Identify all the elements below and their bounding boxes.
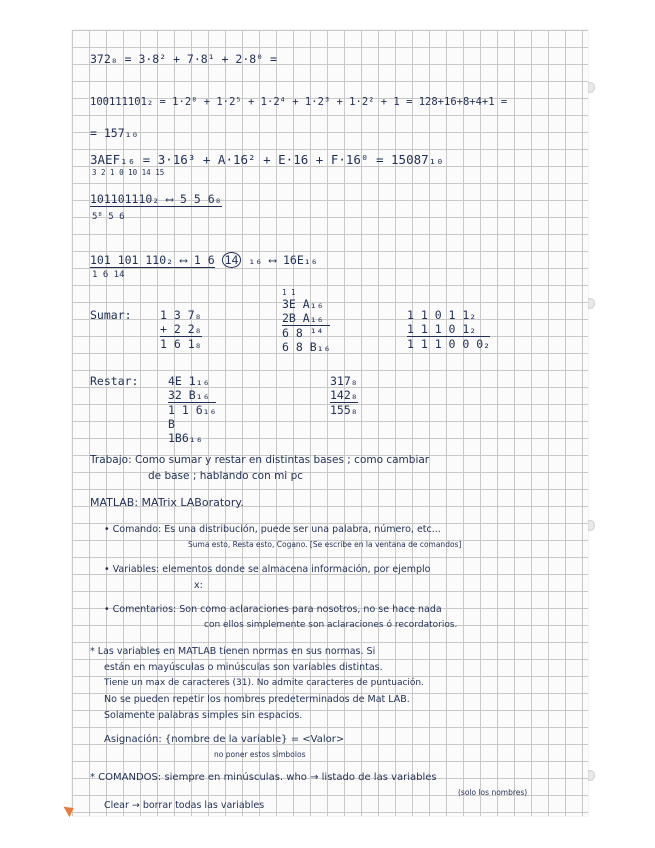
- comando-line: • Comando: Es una distribución, puede ser una palabra, número, etc...: [104, 524, 441, 535]
- sum-binary: [407, 308, 490, 351]
- comentarios-line: con ellos simplemente son aclaraciones ó recordatorios.: [204, 620, 458, 630]
- circled-value: 14: [222, 252, 242, 268]
- sumar-label: Sumar:: [90, 308, 132, 322]
- binary-to-hex: [90, 252, 318, 268]
- variables-line: x:: [194, 580, 203, 591]
- sum-hex-row: 2B A₁₆: [282, 311, 330, 326]
- octal-groups: 5⁸ 5 6: [92, 212, 125, 222]
- rules-line: No se pueden repetir los nombres predeterminados de Mat LAB.: [104, 694, 410, 705]
- trabajo-line: de base ; hablando con mi pc: [148, 470, 304, 482]
- matlab-heading: MATLAB: MATrix LABoratory.: [90, 496, 244, 509]
- hex-subscripts: 3 2 1 0 10 14 15: [92, 168, 165, 177]
- hex-expansion: 3AEF₁₆ = 3·16³ + A·16² + E·16 + F·16⁰ = 15087₁₀: [90, 152, 444, 167]
- asignacion-line: Asignación: {nombre de la variable} = <Valor>: [104, 734, 345, 745]
- clear-line: Clear → borrar todas las variables: [104, 800, 265, 811]
- asignacion-note: no poner estos símbolos: [214, 750, 306, 759]
- res-octal-row: 317₈: [330, 374, 358, 388]
- binary-to-hex-result: ₁₆ ⟷ 16E₁₆: [248, 253, 318, 267]
- trabajo-line: Trabajo: Como sumar y restar en distintas bases ; como cambiar: [90, 454, 430, 466]
- res-hex-row: 4E 1₁₆: [168, 374, 210, 388]
- binary-to-octal: 101101110₂ ⟷ 5 5 6₈: [90, 192, 222, 206]
- res-octal-row: 155₈: [330, 403, 358, 417]
- sum-octal-row: 1 3 7₈: [160, 308, 202, 322]
- sum-hex-row: 6 8 B₁₆: [282, 340, 331, 354]
- comando-line: Suma esto, Resta esto, Cogano. [Se escribe en la ventana de comandos]: [188, 540, 462, 549]
- hex-groups: 1 6 14: [92, 270, 125, 280]
- sum-binary-row: 1 1 1 0 0 0₂: [407, 337, 491, 351]
- res-octal-row: 142₈: [330, 388, 358, 402]
- sum-hex: [282, 288, 330, 354]
- comandos-note: (solo los nombres): [458, 788, 528, 797]
- rules-line: están en mayúsculas o minúsculas son variables distintas.: [104, 662, 383, 673]
- sum-binary-row: 1 1 0 1 1₂: [407, 308, 477, 322]
- res-octal: [330, 374, 358, 417]
- sum-hex-row: 6 8 ¹⁴: [282, 326, 324, 340]
- sum-octal-row: 1 6 1₈: [160, 337, 202, 351]
- binary-expansion: 100111101₂ = 1·2⁸ + 1·2⁵ + 1·2⁴ + 1·2³ + 1·2² + 1 = 128+16+8+4+1 =: [90, 96, 508, 108]
- sum-hex-row: 3E A₁₆: [282, 297, 324, 311]
- octal-conversion: 372₈ = 3·8² + 7·8¹ + 2·8⁰ =: [90, 52, 277, 66]
- res-hex: [168, 374, 216, 445]
- sum-octal: [160, 308, 202, 351]
- sum-octal-row: + 2 2₈: [160, 322, 202, 336]
- res-hex-row: 32 B₁₆: [168, 388, 216, 403]
- rules-line: * Las variables en MATLAB tienen normas en sus normas. Si: [90, 646, 376, 657]
- res-hex-row: 1 1 6₁₆: [168, 403, 217, 417]
- restar-label: Restar:: [90, 374, 139, 388]
- comandos-line: * COMANDOS: siempre en minúsculas. who → listado de las variables: [90, 772, 437, 783]
- variables-line: • Variables: elementos donde se almacena información, por ejemplo: [104, 564, 431, 575]
- rules-line: Tiene un max de caracteres (31). No admite caracteres de puntuación.: [104, 678, 424, 688]
- sum-binary-row: 1 1 1 0 1₂: [407, 322, 490, 337]
- res-hex-row: B: [168, 417, 175, 431]
- binary-to-hex-groups: 101 101 110₂ ⟷ 1 6: [90, 253, 215, 267]
- comentarios-line: • Comentarios: Son como aclaraciones para nosotros, no se hace nada: [104, 604, 442, 615]
- binary-result: = 157₁₀: [90, 126, 139, 140]
- sum-hex-carry: 1 1: [282, 288, 296, 297]
- notebook-page: [72, 30, 588, 816]
- rules-line: Solamente palabras simples sin espacios.: [104, 710, 303, 721]
- res-hex-row: 1B6₁₆: [168, 431, 203, 445]
